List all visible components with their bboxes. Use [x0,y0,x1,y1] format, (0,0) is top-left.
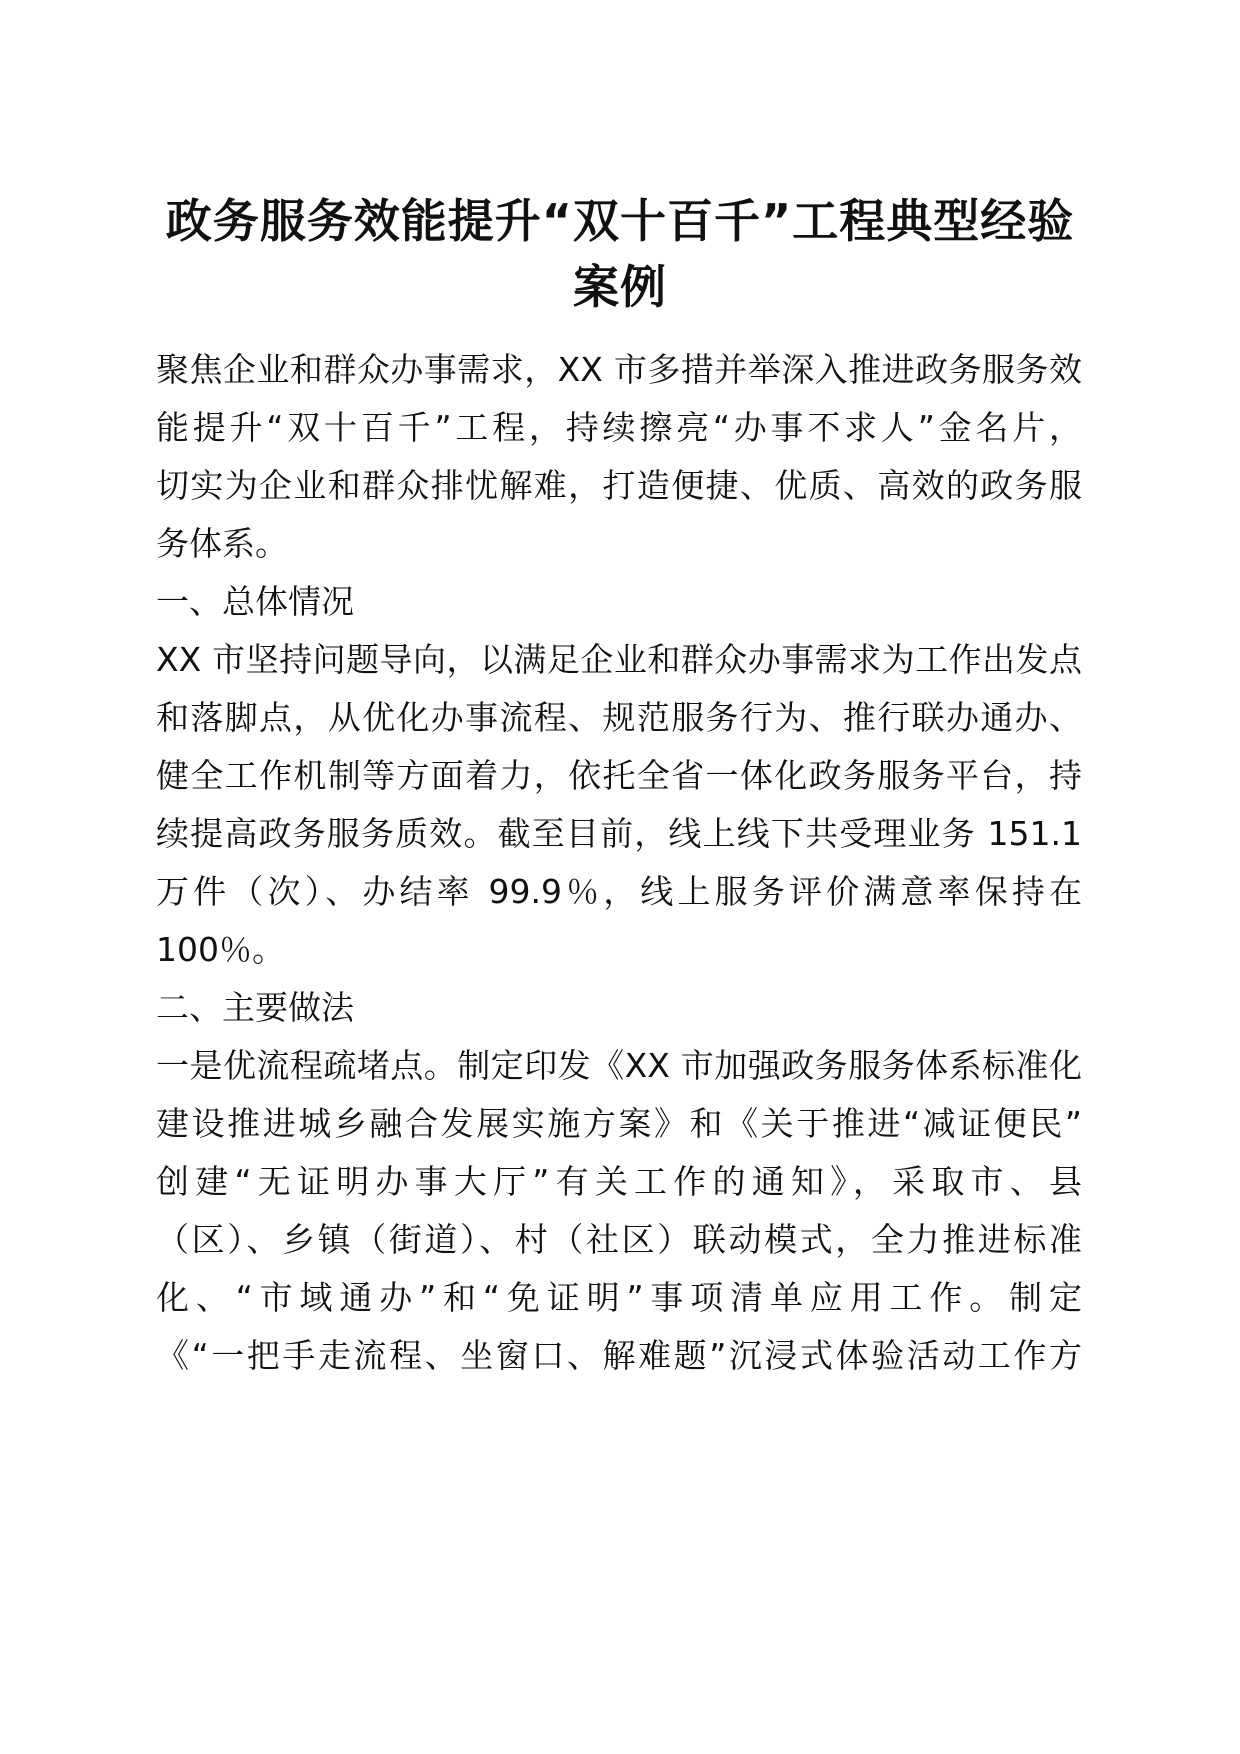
paragraph-line: 聚焦企业和群众办事需求，XX 市多措并举深入推进政务服务效 [156,350,1082,389]
title-line-2: 案例 [573,260,667,314]
paragraph-line: 切实为企业和群众排忧解难，打造便捷、优质、高效的政务服 [156,466,1082,505]
paragraph-line: 务体系。 [156,524,288,563]
paragraph-line: 100％。 [156,930,285,969]
paragraph-line: XX 市坚持问题导向，以满足企业和群众办事需求为工作出发点 [156,640,1082,679]
document-title [150,188,1090,320]
paragraph-line: 创建“无证明办事大厅”有关工作的通知》，采取市、县 [156,1162,1082,1201]
title-line-1: 政务服务效能提升“双十百千”工程典型经验 [165,194,1075,248]
paragraph-line: （区）、乡镇（街道）、村（社区）联动模式，全力推进标准 [156,1220,1082,1259]
paragraph-line: 《“一把手走流程、坐窗口、解难题”沉浸式体验活动工作方 [156,1336,1082,1375]
section-heading: 二、主要做法 [156,988,354,1027]
paragraph-line: 建设推进城乡融合发展实施方案》和《关于推进“减证便民” [156,1104,1082,1143]
section-heading: 一、总体情况 [156,582,354,621]
paragraph-line: 一是优流程疏堵点。制定印发《XX 市加强政务服务体系标准化 [156,1046,1082,1085]
paragraph-line: 和落脚点，从优化办事流程、规范服务行为、推行联办通办、 [156,698,1082,737]
paragraph-line: 能提升“双十百千”工程，持续擦亮“办事不求人”金名片， [156,408,1082,447]
paragraph-line: 化、“市域通办”和“免证明”事项清单应用工作。制定 [156,1278,1082,1317]
paragraph-line: 健全工作机制等方面着力，依托全省一体化政务服务平台，持 [156,756,1082,795]
paragraph-line: 续提高政务服务质效。截至目前，线上线下共受理业务 151.1 [156,814,1082,853]
paragraph-line: 万件（次）、办结率 99.9％，线上服务评价满意率保持在 [156,872,1082,911]
